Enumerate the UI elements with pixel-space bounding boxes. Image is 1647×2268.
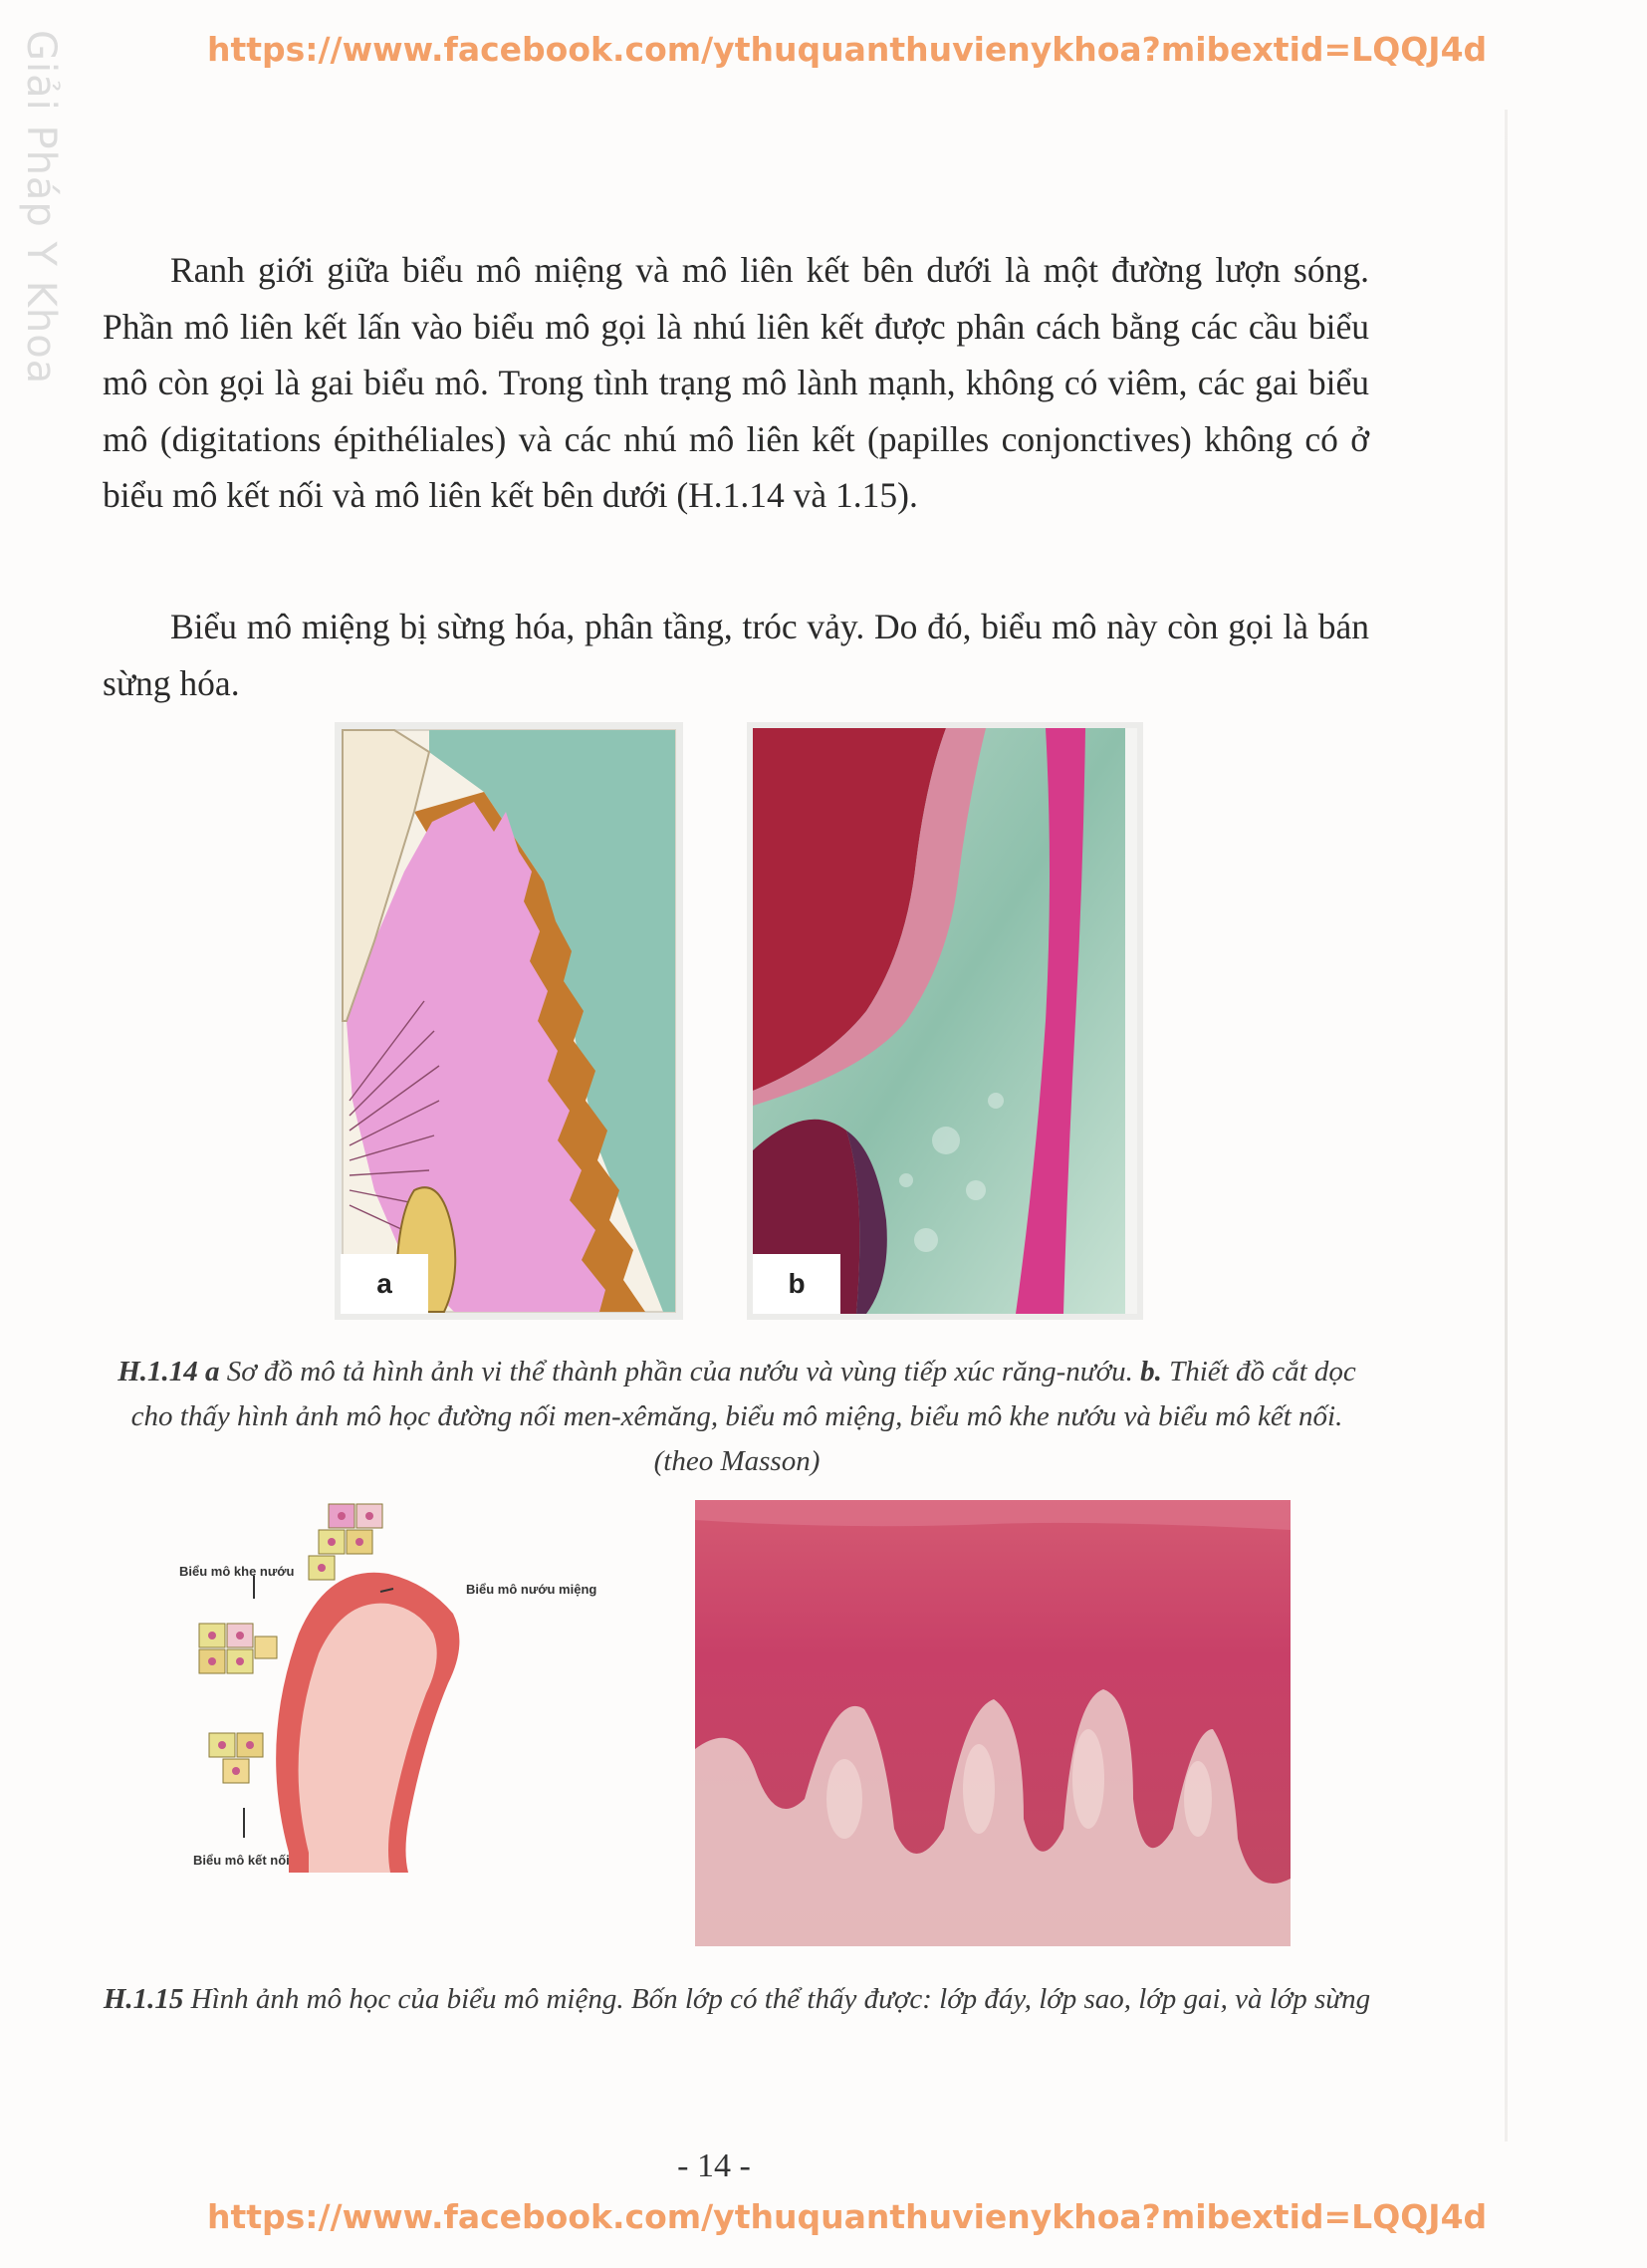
caption-text-part-1: Sơ đồ mô tả hình ảnh vi thể thành phần của nướu và vùng tiếp xúc răng-nướu. — [219, 1356, 1141, 1387]
caption-text-part-2: Thiết đồ cắt dọc cho thấy hình ảnh mô học đường nối men-xêmăng, biểu mô miệng, biểu mô khe nướu và biểu mô kết nối. (theo Masson) — [130, 1356, 1356, 1477]
label-junctional-epithelium: Biểu mô kết nối — [193, 1853, 290, 1868]
label-sulcular-epithelium: Biểu mô khe nướu — [179, 1564, 295, 1579]
watermark-url-bottom[interactable]: https://www.facebook.com/ythuquanthuvienykhoa?mibextid=LQQJ4d — [207, 2197, 1488, 2236]
figure-1-14-panel-a — [335, 722, 683, 1320]
watermark-url-top[interactable]: https://www.facebook.com/ythuquanthuvienykhoa?mibextid=LQQJ4d — [207, 30, 1488, 69]
histology-section-image — [747, 722, 1143, 1320]
page-number: - 14 - — [677, 2147, 751, 2184]
figure-1-15-histology — [695, 1500, 1291, 1946]
figure-1-14-panel-b — [747, 722, 1143, 1320]
panel-label-a: a — [341, 1254, 428, 1314]
side-watermark: Giải Pháp Y Khoa — [18, 30, 64, 385]
caption-panel-a-marker: a — [205, 1356, 220, 1387]
caption-figure-id: H.1.14 — [118, 1356, 198, 1387]
caption-2-text: Hình ảnh mô học của biểu mô miệng. Bốn lớp có thể thấy được: lớp đáy, lớp sao, lớp gai, và lớp sừng — [183, 1983, 1371, 2015]
gingiva-schematic-diagram — [335, 722, 683, 1320]
caption-panel-b-marker: b. — [1140, 1356, 1162, 1387]
paragraph-1: Ranh giới giữa biểu mô miệng và mô liên kết bên dưới là một đường lượn sóng. Phần mô liên kết lấn vào biểu mô gọi là nhú liên kết được phân cách bằng các cầu biểu mô còn gọi là gai biểu mô. Trong tình trạng mô lành mạnh, không có viêm, các gai biểu mô (digitations épithéliales) và các nhú mô liên kết (papilles conjonctives) không có ở biểu mô kết nối và mô liên kết bên dưới (H.1.14 và 1.15). — [103, 250, 1369, 515]
figure-1-15-caption — [100, 1977, 1374, 2022]
caption-2-figure-id: H.1.15 — [103, 1983, 184, 2015]
panel-label-b: b — [753, 1254, 840, 1314]
label-oral-gingival-epithelium: Biểu mô nướu miệng — [466, 1582, 597, 1597]
figure-1-15-diagram — [169, 1494, 657, 1888]
epithelium-diagram-illustration — [169, 1494, 657, 1888]
page-edge — [1505, 110, 1508, 2142]
paragraph-2: Biểu mô miệng bị sừng hóa, phân tầng, tróc vảy. Do đó, biểu mô này còn gọi là bán sừng hóa. — [103, 607, 1369, 703]
oral-epithelium-histology-image — [695, 1500, 1291, 1946]
figure-1-14-caption — [100, 1350, 1374, 1484]
